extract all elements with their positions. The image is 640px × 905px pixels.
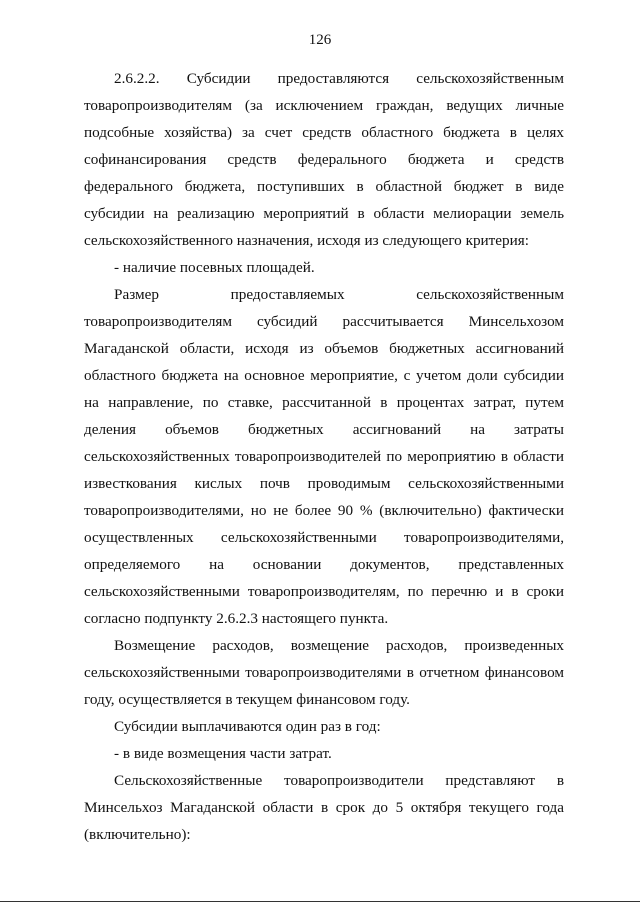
paragraph-payment-form: - в виде возмещения части затрат. [114, 745, 332, 762]
document-body [84, 65, 564, 848]
paragraph-submission: Сельскохозяйственные товаропроизводители представляют в Минсельхоз Магаданской области в срок до 5 октября текущего года (включительно): [84, 772, 564, 843]
paragraph-reimbursement: Возмещение расходов, возмещение расходов, произведенных сельскохозяйственными товаропроизводителями в отчетном финансовом году, осуществляется в текущем финансовом году. [84, 637, 564, 708]
footer-divider [0, 901, 640, 902]
paragraph-subsidy-conditions: 2.6.2.2. Субсидии предоставляются сельскохозяйственным товаропроизводителям (за исключением граждан, ведущих личные подсобные хозяйства) за счет средств областного бюджета в целях софинансирования средств федерального бюджета и средств федерального бюджета, поступивших в областной бюджет в виде субсидии на реализацию мероприятий в области мелиорации земель сельскохозяйственного назначения, исходя из следующего критерия: [84, 70, 564, 249]
paragraph-subsidy-amount: Размер предоставляемых сельскохозяйственным товаропроизводителям субсидий рассчитывается Минсельхозом Магаданской области, исходя из объемов бюджетных ассигнований областного бюджета на основное мероприятие, с учетом доли субсидии на направление, по ставке, рассчитанной в процентах затрат, путем деления объемов бюджетных ассигнований на затраты сельскохозяйственных товаропроизводителей по мероприятию в области известкования кислых почв проводимым сельскохозяйственными товаропроизводителями, но не более 90 % (включительно) фактически осуществленных сельскохозяйственными товаропроизводителями, определяемого на основании документов, представленных сельскохозяйственными товаропроизводителям, по перечню и в сроки согласно подпункту 2.6.2.3 настоящего пункта. [84, 286, 564, 627]
page-number: 126 [308, 32, 332, 48]
paragraph-criterion: - наличие посевных площадей. [114, 259, 315, 276]
paragraph-payment-frequency: Субсидии выплачиваются один раз в год: [114, 718, 381, 735]
